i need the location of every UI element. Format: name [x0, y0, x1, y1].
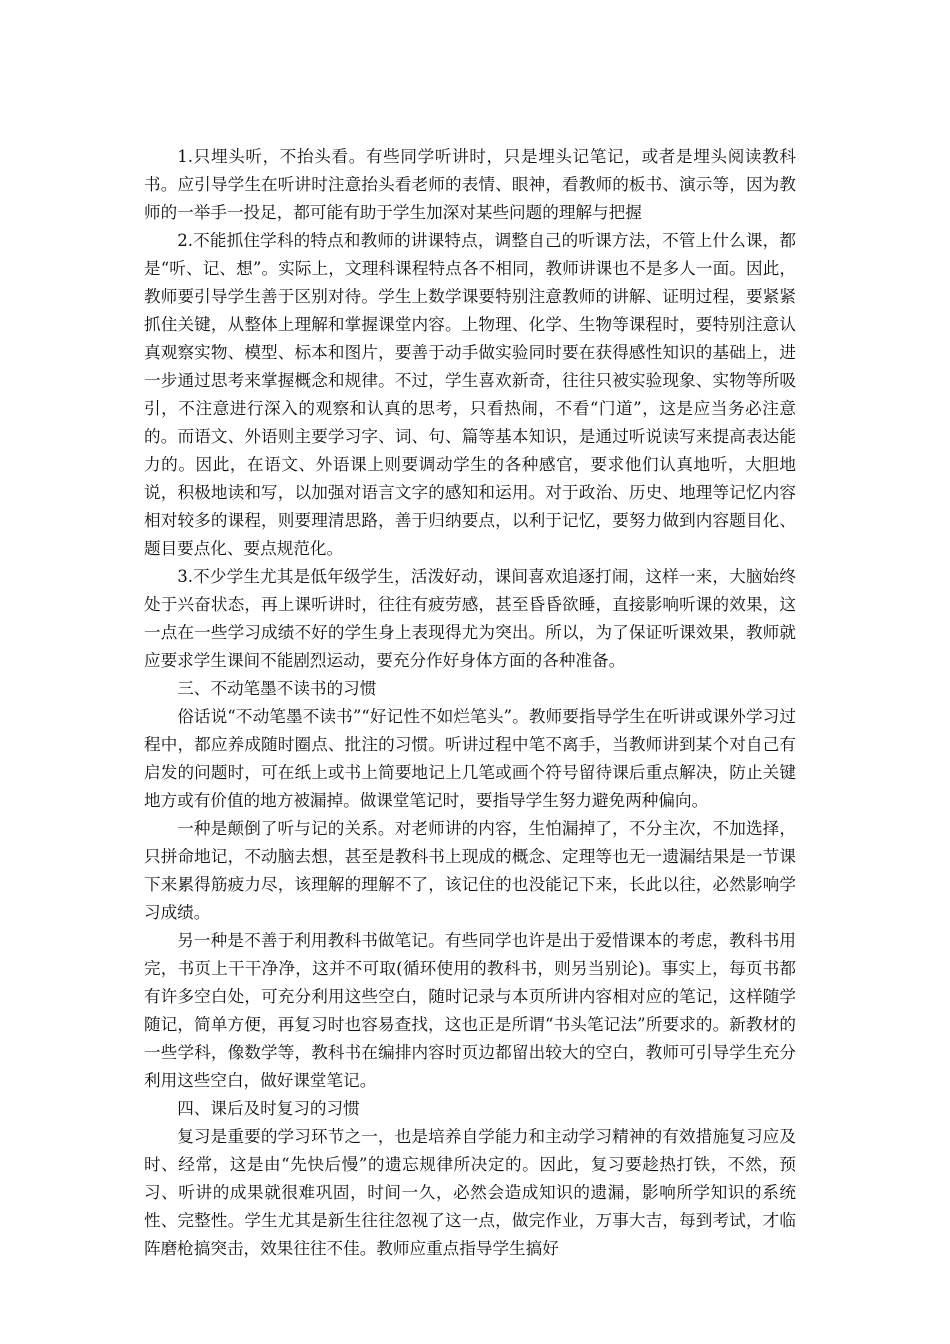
section-heading-notes: 三、不动笔墨不读书的习惯 — [177, 679, 377, 698]
paragraph-listening-1: 1.只埋头听，不抬头看。有些同学听讲时，只是埋头记笔记，或者是埋头阅读教科书。应引导学生在听讲时注意抬头看老师的表情、眼神，看教师的板书、演示等，因为教师的一举手一投足，都可能有助于学生加深对某些问题的理解与把握 — [144, 147, 796, 222]
paragraph-notes-bias-2: 另一种是不善于利用教科书做笔记。有些同学也许是出于爱惜课本的考虑，教科书用完，书页上干干净净，这并不可取(循环使用的教科书，则另当别论)。事实上，每页书都有许多空白处，可充分利用这些空白，随时记录与本页所讲内容相对应的笔记，这样随学随记，简单方便，再复习时也容易查找，这也正是所谓“书头笔记法”所要求的。新教材的一些学科，像数学等，教科书在编排内容时页边都留出较大的空白，教师可引导学生充分利用这些空白，做好课堂笔记。 — [144, 931, 796, 1090]
document-body — [144, 143, 796, 1263]
section-heading-review: 四、课后及时复习的习惯 — [177, 1099, 360, 1118]
paragraph-listening-2: 2.不能抓住学科的特点和教师的讲课特点，调整自己的听课方法，不管上什么课，都是“听、记、想”。实际上，文理科课程特点各不相同，教师讲课也不是多人一面。因此，教师要引导学生善于区别对待。学生上数学课要特别注意教师的讲解、证明过程，要紧紧抓住关键，从整体上理解和掌握课堂内容。上物理、化学、生物等课程时，要特别注意认真观察实物、模型、标本和图片，要善于动手做实验同时要在获得感性知识的基础上，进一步通过思考来掌握概念和规律。不过，学生喜欢新奇，往往只被实验现象、实物等所吸引，不注意进行深入的观察和认真的思考，只看热闹，不看“门道”，这是应当务必注意的。而语文、外语则主要学习字、词、句、篇等基本知识，是通过听说读写来提高表达能力的。因此，在语文、外语课上则要调动学生的各种感官，要求他们认真地听，大胆地说，积极地读和写，以加强对语言文字的感知和运用。对于政治、历史、地理等记忆内容相对较多的课程，则要理清思路，善于归纳要点，以利于记忆，要努力做到内容题目化、题目要点化、要点规范化。 — [144, 231, 796, 558]
paragraph-listening-3: 3.不少学生尤其是低年级学生，活泼好动，课间喜欢追逐打闹，这样一来，大脑始终处于兴奋状态，再上课听讲时，往往有疲劳感，甚至昏昏欲睡，直接影响听课的效果，这一点在一些学习成绩不好的学生身上表现得尤为突出。所以，为了保证听课效果，教师就应要求学生课间不能剧烈运动，要充分作好身体方面的各种准备。 — [144, 567, 796, 670]
paragraph-notes-bias-1: 一种是颠倒了听与记的关系。对老师讲的内容，生怕漏掉了，不分主次，不加选择，只拼命地记，不动脑去想，甚至是教科书上现成的概念、定理等也无一遗漏结果是一节课下来累得筋疲力尽，该理解的理解不了，该记住的也没能记下来，长此以往，必然影响学习成绩。 — [144, 819, 796, 922]
paragraph-review: 复习是重要的学习环节之一，也是培养自学能力和主动学习精神的有效措施复习应及时、经常，这是由“先快后慢”的遗忘规律所决定的。因此，复习要趁热打铁，不然，预习、听讲的成果就很难巩固，时间一久，必然会造成知识的遗漏，影响所学知识的系统性、完整性。学生尤其是新生往往忽视了这一点，做完作业，万事大吉，每到考试，才临阵磨枪搞突击，效果往往不佳。教师应重点指导学生搞好 — [144, 1127, 796, 1258]
paragraph-notes-intro: 俗话说“不动笔墨不读书”“好记性不如烂笔头”。教师要指导学生在听讲或课外学习过程中，都应养成随时圈点、批注的习惯。听讲过程中笔不离手，当教师讲到某个对自己有启发的问题时，可在纸上或书上简要地记上几笔或画个符号留待课后重点解决，防止关键地方或有价值的地方被漏掉。做课堂笔记时，要指导学生努力避免两种偏向。 — [144, 707, 796, 810]
